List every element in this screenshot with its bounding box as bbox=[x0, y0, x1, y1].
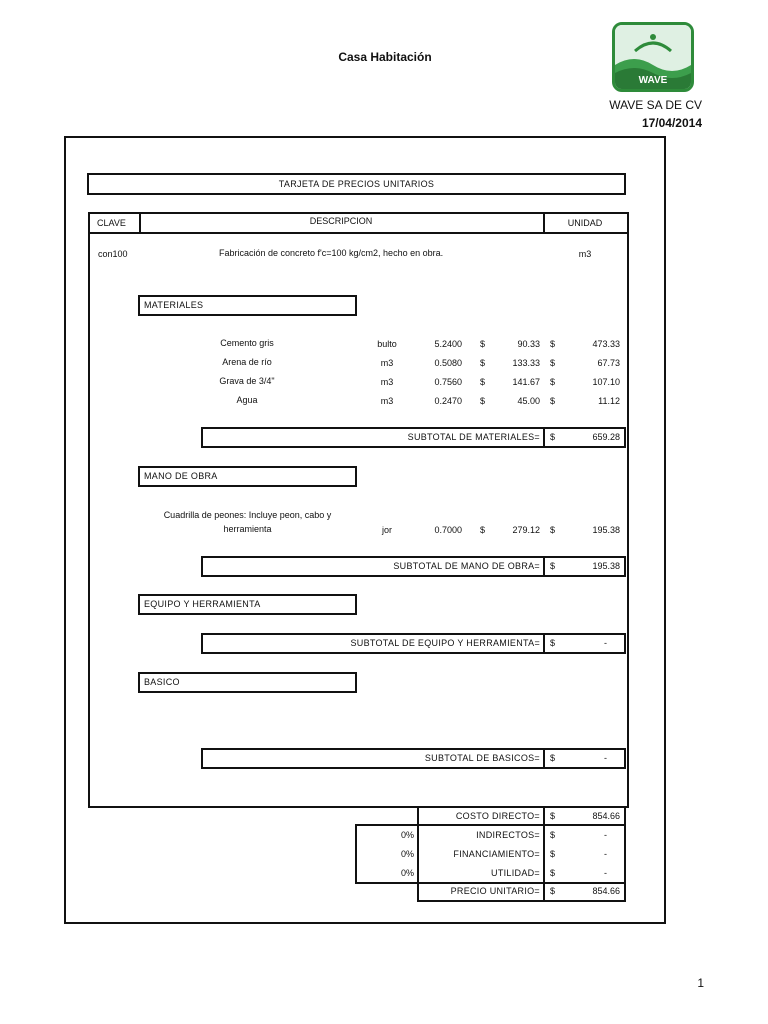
mo-cur2: $ bbox=[550, 525, 556, 535]
company-block bbox=[609, 96, 702, 132]
section-mano-obra-label: MANO DE OBRA bbox=[144, 471, 218, 481]
card-heading-text: TARJETA DE PRECIOS UNITARIOS bbox=[278, 179, 435, 189]
financiamiento-value: - bbox=[604, 849, 607, 859]
item-descripcion: Fabricación de concreto f'c=100 kg/cm2, hecho en obra. bbox=[219, 248, 444, 258]
totals-divider bbox=[543, 806, 545, 902]
mat-cur2: $ bbox=[550, 358, 556, 368]
section-equipo bbox=[138, 594, 357, 615]
mat-amount: 67.73 bbox=[597, 358, 620, 368]
utilidad-value: - bbox=[604, 868, 607, 878]
mo-name-line2: herramienta bbox=[223, 524, 272, 534]
subtotal-equipo-label: SUBTOTAL DE EQUIPO Y HERRAMIENTA= bbox=[350, 638, 540, 648]
subtotal-divider bbox=[543, 556, 545, 577]
card-heading bbox=[87, 173, 626, 195]
mat-price: 90.33 bbox=[517, 339, 540, 349]
mat-qty: 0.7560 bbox=[434, 377, 462, 387]
financiamiento-cur: $ bbox=[550, 849, 556, 859]
costo-directo-label: COSTO DIRECTO= bbox=[455, 811, 540, 821]
mat-unit: m3 bbox=[380, 358, 394, 368]
wave-logo-icon bbox=[615, 25, 691, 89]
subtotal-basico-value: - bbox=[604, 753, 607, 763]
mat-cur2: $ bbox=[550, 377, 556, 387]
section-equipo-label: EQUIPO Y HERRAMIENTA bbox=[144, 599, 261, 609]
subtotal-mano-obra-label: SUBTOTAL DE MANO DE OBRA= bbox=[393, 561, 540, 571]
subtotal-materiales-label: SUBTOTAL DE MATERIALES= bbox=[407, 432, 540, 442]
mat-cur2: $ bbox=[550, 396, 556, 406]
mat-unit: m3 bbox=[380, 396, 394, 406]
subtotal-divider bbox=[543, 748, 545, 769]
mat-name: Arena de río bbox=[222, 357, 272, 367]
mat-cur1: $ bbox=[480, 377, 486, 387]
item-unidad: m3 bbox=[578, 249, 592, 259]
mat-amount: 11.12 bbox=[598, 396, 620, 406]
mat-qty: 0.5080 bbox=[434, 358, 462, 368]
mat-price: 141.67 bbox=[512, 377, 540, 387]
subtotal-materiales-value: 659.28 bbox=[592, 432, 620, 442]
totals-row-line bbox=[417, 882, 626, 884]
precio-unitario-cur: $ bbox=[550, 886, 556, 896]
page-number: 1 bbox=[697, 976, 704, 990]
utilidad-label: UTILIDAD= bbox=[491, 868, 540, 878]
subtotal-equipo-cur: $ bbox=[550, 638, 556, 648]
mo-price: 279.12 bbox=[512, 525, 540, 535]
mat-qty: 5.2400 bbox=[434, 339, 462, 349]
mat-price: 133.33 bbox=[512, 358, 540, 368]
document-date: 17/04/2014 bbox=[641, 116, 702, 130]
mo-amount: 195.38 bbox=[592, 525, 620, 535]
financiamiento-pct: 0% bbox=[400, 849, 414, 859]
mat-cur1: $ bbox=[480, 396, 486, 406]
mat-unit: bulto bbox=[377, 339, 397, 349]
col-unidad: UNIDAD bbox=[567, 218, 603, 228]
header-divider bbox=[88, 232, 627, 234]
indirectos-cur: $ bbox=[550, 830, 556, 840]
company-logo bbox=[612, 22, 694, 92]
mat-name: Grava de 3/4" bbox=[219, 376, 275, 386]
subtotal-equipo-value: - bbox=[604, 638, 607, 648]
indirectos-pct: 0% bbox=[400, 830, 414, 840]
section-basico-label: BASICO bbox=[144, 677, 180, 687]
mat-name: Agua bbox=[236, 395, 258, 405]
indirectos-label: INDIRECTOS= bbox=[476, 830, 540, 840]
subtotal-divider bbox=[543, 633, 545, 654]
costo-directo-value: 854.66 bbox=[592, 811, 620, 821]
subtotal-basico-cur: $ bbox=[550, 753, 556, 763]
financiamiento-label: FINANCIAMIENTO= bbox=[453, 849, 540, 859]
mo-cur1: $ bbox=[480, 525, 486, 535]
col-descripcion: DESCRIPCION bbox=[309, 216, 373, 226]
item-clave: con100 bbox=[98, 249, 128, 259]
mat-cur1: $ bbox=[480, 339, 486, 349]
subtotal-basico-label: SUBTOTAL DE BASICOS= bbox=[424, 753, 540, 763]
mo-qty: 0.7000 bbox=[434, 525, 462, 535]
mat-cur2: $ bbox=[550, 339, 556, 349]
utilidad-cur: $ bbox=[550, 868, 556, 878]
subtotal-mano-obra-value: 195.38 bbox=[592, 561, 620, 571]
mat-price: 45.00 bbox=[517, 396, 540, 406]
mat-qty: 0.2470 bbox=[434, 396, 462, 406]
costo-directo-cur: $ bbox=[550, 811, 556, 821]
precio-unitario-label: PRECIO UNITARIO= bbox=[450, 886, 540, 896]
col-clave: CLAVE bbox=[97, 218, 126, 228]
logo-text: WAVE bbox=[638, 75, 668, 86]
mat-amount: 107.10 bbox=[592, 377, 620, 387]
mat-cur1: $ bbox=[480, 358, 486, 368]
company-name: WAVE SA DE CV bbox=[609, 98, 702, 112]
section-basico bbox=[138, 672, 357, 693]
subtotal-mano-obra-cur: $ bbox=[550, 561, 556, 571]
mo-name-line1: Cuadrilla de peones: Incluye peon, cabo y bbox=[163, 510, 332, 520]
mat-name: Cemento gris bbox=[220, 338, 274, 348]
subtotal-materiales-cur: $ bbox=[550, 432, 556, 442]
section-materiales bbox=[138, 295, 357, 316]
precio-unitario-value: 854.66 bbox=[592, 886, 620, 896]
document-title: Casa Habitación bbox=[338, 50, 432, 64]
subtotal-divider bbox=[543, 427, 545, 448]
section-materiales-label: MATERIALES bbox=[144, 300, 204, 310]
section-mano-obra bbox=[138, 466, 357, 487]
totals-row-line bbox=[417, 824, 626, 826]
indirectos-value: - bbox=[604, 830, 607, 840]
utilidad-pct: 0% bbox=[400, 868, 414, 878]
mo-unit: jor bbox=[381, 525, 392, 535]
mat-amount: 473.33 bbox=[592, 339, 620, 349]
mat-unit: m3 bbox=[380, 377, 394, 387]
